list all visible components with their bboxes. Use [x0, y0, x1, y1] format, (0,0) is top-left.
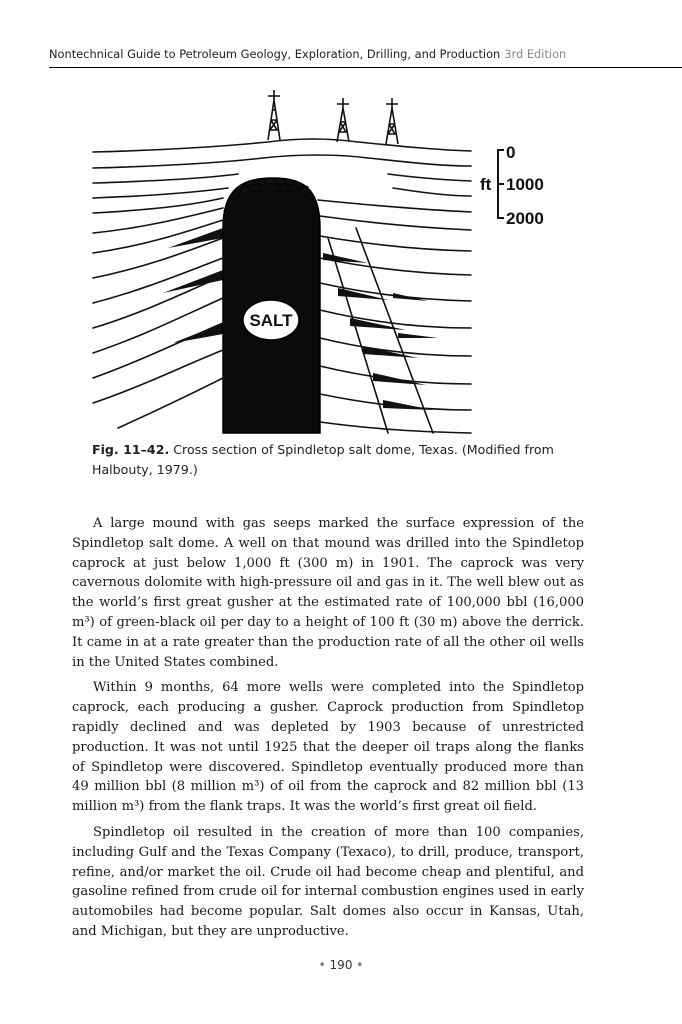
derrick-icon: [386, 98, 398, 144]
strata-line: [320, 422, 471, 433]
salt-dome-cross-section: [88, 88, 566, 438]
running-header: [49, 47, 682, 68]
strata-line: [393, 188, 471, 196]
derrick-icon: [337, 98, 349, 142]
salt-dome-figure: [88, 88, 566, 438]
depth-scale-tick: 1000: [506, 175, 544, 194]
strata-line: [320, 216, 471, 230]
strata-line: [93, 155, 471, 168]
strata-line: [93, 188, 228, 198]
derrick-icon: [268, 90, 280, 140]
depth-scale-unit: ft: [480, 175, 492, 194]
salt-label: SALT: [249, 311, 293, 330]
strata-line: [318, 200, 471, 212]
depth-scale: [498, 150, 504, 218]
strata-line: [93, 298, 223, 353]
paragraph: Spindletop oil resulted in the creation of more than 100 companies, including Gulf and the Texas Company (Texaco), to drill, produce, transport, refine, and/or market the oil. Crude oil had become cheap and plentiful, and gasoline refined from crude oil for internal combustion engines used in early automobiles had become popular. Salt domes also occur in Kansas, Utah, and Michigan, but they are unproductive.: [72, 824, 584, 939]
strata-line: [93, 350, 223, 403]
figure-caption-text: Cross section of Spindletop salt dome, Texas. (Modified from Halbouty, 1979.): [92, 442, 554, 477]
page-number: 190: [329, 958, 353, 972]
paragraph: A large mound with gas seeps marked the surface expression of the Spindletop salt dome. A well on that mound was drilled into the Spindletop caprock at just below 1,000 ft (300 m) in 1901. The caprock was very cavernous dolomite with high-pressure oil and gas in it. The well blew out as the world’s first great gusher at the estimated rate of 100,000 bbl (16,000 m³) of green-black oil per day to a height of 100 ft (30 m) above the derrick. It came in at a rate greater than the production rate of all the other oil wells in the United States combined.: [72, 516, 584, 670]
strata-line: [118, 378, 223, 428]
strata-line: [93, 198, 223, 213]
strata-line: [320, 236, 471, 251]
page-footer: • 190 •: [318, 958, 364, 972]
paragraph: Within 9 months, 64 more wells were completed into the Spindletop caprock, each producing a gusher. Caprock production from Spindletop rapidly declined and was depleted by 1903 because of unrestricted production. It was not until 1925 that the deeper oil traps along the flanks of Spindletop were discovered. Spindletop eventually produced more than 49 million bbl (8 million m³) of oil from the caprock and 82 million bbl (13 million m³) from the flank traps. It was the world’s first great oil field.: [72, 680, 584, 815]
strata-line: [320, 310, 471, 328]
depth-scale-tick: 2000: [506, 209, 544, 228]
figure-label: Fig. 11–42.: [92, 442, 170, 457]
depth-scale-tick: 0: [506, 143, 516, 162]
strata-line: [93, 238, 223, 278]
body-text: [72, 514, 584, 948]
strata-line: [388, 174, 471, 181]
book-edition: 3rd Edition: [504, 47, 567, 61]
ground-surface-line: [93, 139, 471, 152]
book-title: Nontechnical Guide to Petroleum Geology, Exploration, Drilling, and Production: [49, 47, 501, 61]
strata-line: [93, 174, 238, 183]
figure-caption: [92, 440, 572, 480]
